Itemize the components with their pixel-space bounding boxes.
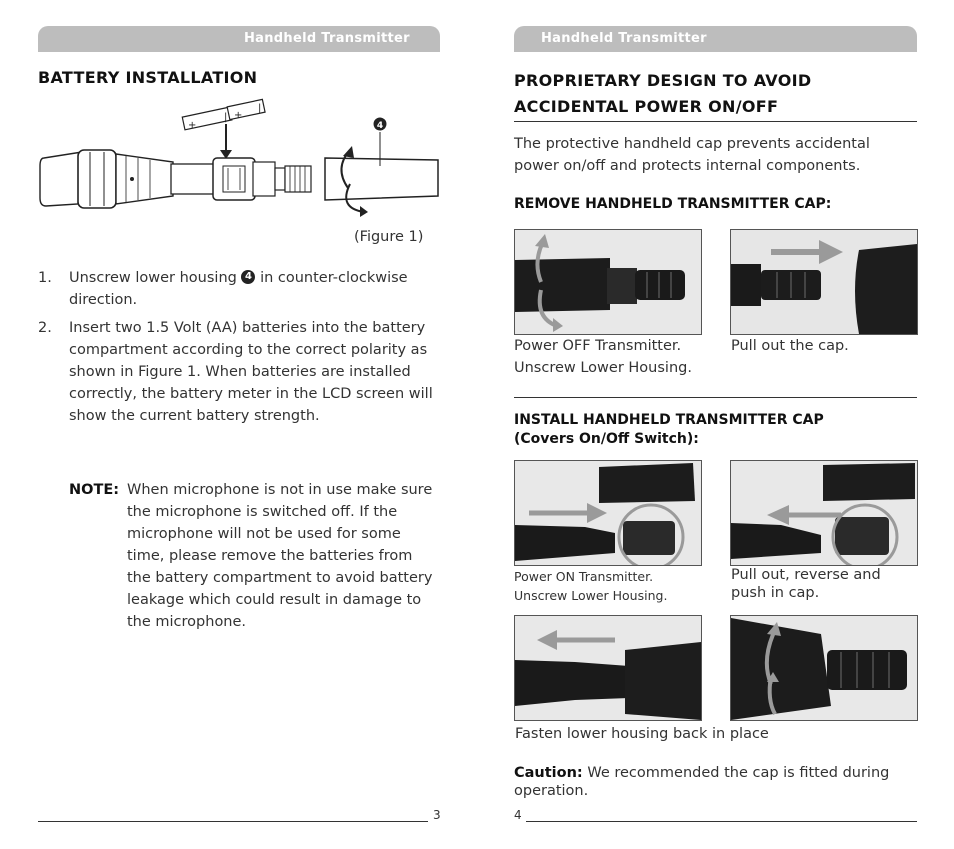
step-1 [38,267,436,311]
left-page-number: 3 [433,808,441,822]
caption-power-off-line2: Unscrew Lower Housing. [514,360,692,376]
photo-pull-out-cap [730,229,918,335]
note-text: When microphone is not in use make sure the microphone is switched off. If the microphone will not be used for some time, please remove the batteries from the battery compartment to avoid battery leakage which could result in damage to the microphone. [127,482,433,630]
right-footer-rule [526,821,917,822]
caption-power-on [514,567,667,605]
install-heading-line1: INSTALL HANDHELD TRANSMITTER CAP [514,412,824,428]
left-header-text: Handheld Transmitter [244,31,410,46]
install-cap-heading [514,411,824,449]
remove-cap-heading: REMOVE HANDHELD TRANSMITTER CAP: [514,196,832,212]
caution-paragraph [514,764,914,800]
note-label: NOTE: [69,482,120,498]
microphone-illustration [40,150,311,208]
photo-push-in-cap [514,615,702,721]
figure-1-caption: (Figure 1) [354,229,424,245]
svg-text:|: | [258,103,262,114]
right-page-number: 4 [514,808,522,822]
step-1-text-pre: Unscrew lower housing [69,270,237,286]
caption-power-off [514,335,692,379]
caption-pull-out: Pull out the cap. [731,338,849,354]
caption-power-off-line1: Power OFF Transmitter. [514,338,682,354]
lower-housing-cap-illustration [325,118,438,218]
svg-text:+: + [188,120,197,131]
caption-reverse-line2: push in cap. [731,585,820,601]
step-2 [38,317,436,427]
battery-steps-list [38,267,436,427]
caption-power-on-line2: Unscrew Lower Housing. [514,588,668,603]
left-footer-rule [38,821,428,822]
right-header-bar [514,26,917,52]
step-2-number: 2. [38,320,52,336]
install-heading-line2: (Covers On/Off Switch): [514,431,699,447]
caption-fasten: Fasten lower housing back in place [515,726,769,742]
svg-text:4: 4 [376,121,384,131]
caption-reverse-line1: Pull out, reverse and [731,567,881,583]
photo-unscrew-lower-housing [514,229,702,335]
step-1-number: 1. [38,270,52,286]
proprietary-design-title [514,68,811,120]
left-header-bar [38,26,440,52]
photo-power-on-unscrew [514,460,702,566]
caution-text: We recommended the cap is fitted during operation. [514,765,890,799]
aa-batteries-illustration [182,99,265,131]
battery-installation-title: BATTERY INSTALLATION [38,68,258,87]
caption-reverse-cap [731,566,881,602]
title-line-2: ACCIDENTAL POWER ON/OFF [514,97,779,116]
battery-installation-figure [38,96,448,220]
svg-text:+: + [234,110,243,121]
title-line-1: PROPRIETARY DESIGN TO AVOID [514,71,812,90]
photo-reverse-cap [730,460,918,566]
section-rule [514,397,917,398]
svg-text:|: | [224,112,228,123]
caption-power-on-line1: Power ON Transmitter. [514,569,654,584]
step-1-text-post: in counter-clockwise direction. [69,270,408,308]
title-rule [514,121,917,122]
photo-fasten-housing [730,615,918,721]
right-header-text: Handheld Transmitter [541,31,707,46]
housing-number-4-icon: 4 [241,270,255,284]
caution-label: Caution: [514,765,583,781]
note-block [69,479,439,633]
step-2-text: Insert two 1.5 Volt (AA) batteries into the battery compartment according to the correct polarity as shown in Figure 1. When batteries are installed correctly, the battery meter in the LCD screen will show the current battery strength. [69,320,433,424]
intro-paragraph: The protective handheld cap prevents accidental power on/off and protects internal components. [514,136,870,174]
